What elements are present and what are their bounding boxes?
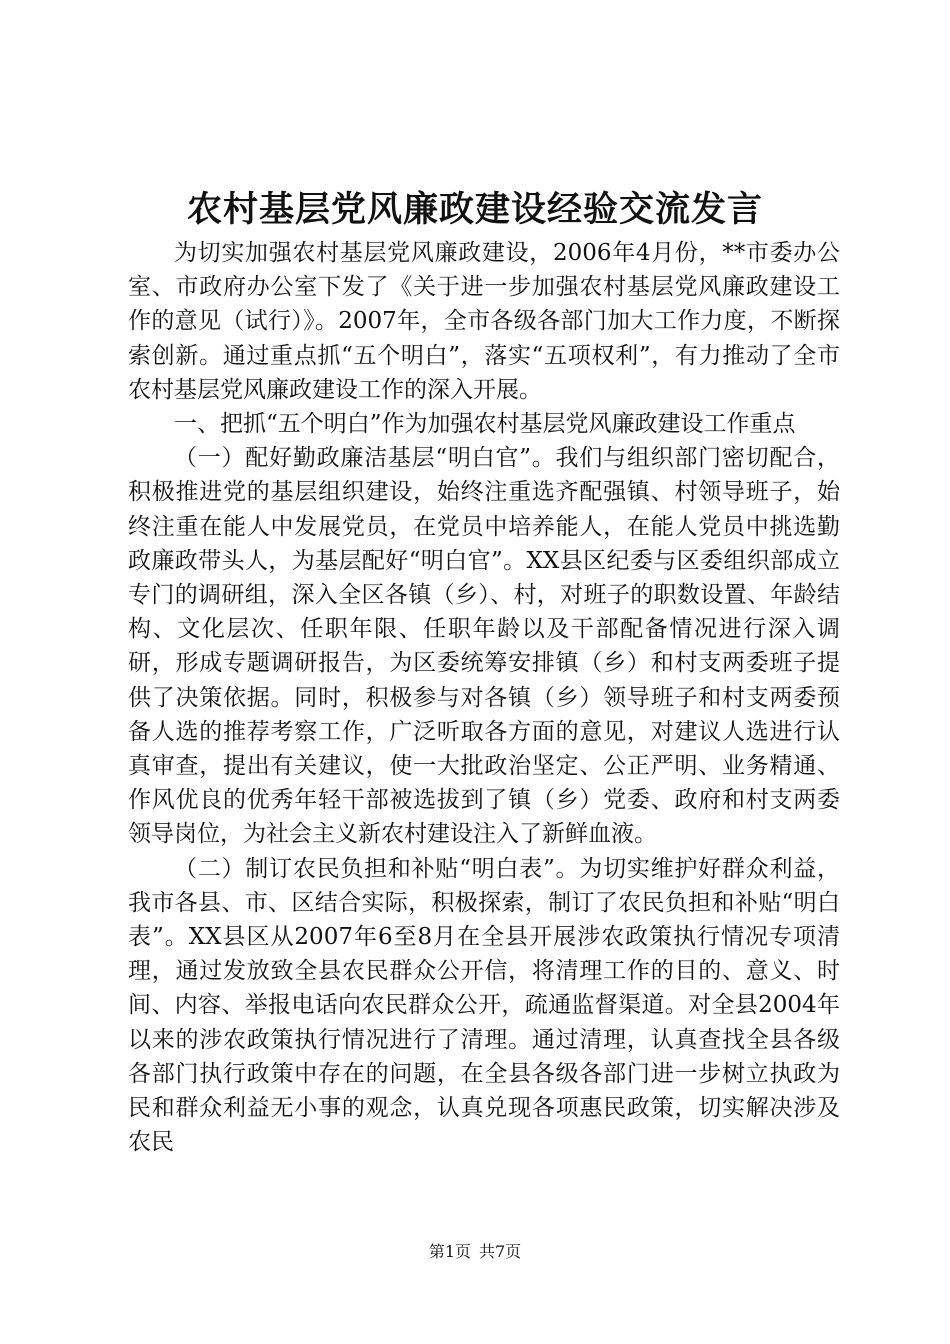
section-heading: 一、把抓“五个明白”作为加强农村基层党风廉政建设工作重点: [174, 411, 796, 438]
document-title: 农村基层党风廉政建设经验交流发言: [186, 189, 763, 230]
page-number: 第1页: [428, 1242, 471, 1261]
body-paragraph: （一）配好勤政廉洁基层“明白官”。我们与组织部门密切配合，积极推进党的基层组织建设，始终注重选齐配强镇、村领导班子，始终注重在能人中发展党员，在党员中培养能人，在能人党员中挑选勤政廉政带头人，为基层配好“明白官”。XX县区纪委与区委组织部成立专门的调研组，深入全区各镇（乡）、村，对班子的职数设置、年龄结构、文化层次、任职年限、任职年龄以及干部配备情况进行深入调研，形成专题调研报告，为区委统筹安排镇（乡）和村支两委班子提供了决策依据。同时，积极参与对各镇（乡）领导班子和村支两委预备人选的推荐考察工作，广泛听取各方面的意见，对建议人选进行认真审查，提出有关建议，使一大批政治坚定、公正严明、业务精通、作风优良的优秀年轻干部被选拔到了镇（乡）党委、政府和村支两委领导岗位，为社会主义新农村建设注入了新鲜血液。: [128, 445, 840, 848]
page-footer: [0, 1240, 950, 1264]
document-body: [128, 236, 840, 1159]
page-total: 共7页: [479, 1242, 522, 1261]
body-paragraph: （二）制订农民负担和补贴“明白表”。为切实维护好群众利益，我市各县、市、区结合实际，积极探索，制订了农民负担和补贴“明白表”。XX县区从2007年6至8月在全县开展涉农政策执行情况专项清理，通过发放致全县农民群众公开信，将清理工作的目的、意义、时间、内容、举报电话向农民群众公开，疏通监督渠道。对全县2004年以来的涉农政策执行情况进行了清理。通过清理，认真查找全县各级各部门执行政策中存在的问题，在全县各级各部门进一步树立执政为民和群众利益无小事的观念，认真兑现各项惠民政策，切实解决涉及农民: [128, 855, 840, 1156]
intro-paragraph: 为切实加强农村基层党风廉政建设，2006年4月份，**市委办公室、市政府办公室下发了《关于进一步加强农村基层党风廉政建设工作的意见（试行）》。2007年，全市各级各部门加大工作力度，不断探索创新。通过重点抓“五个明白”，落实“五项权利”，有力推动了全市农村基层党风廉政建设工作的深入开展。: [128, 240, 840, 403]
